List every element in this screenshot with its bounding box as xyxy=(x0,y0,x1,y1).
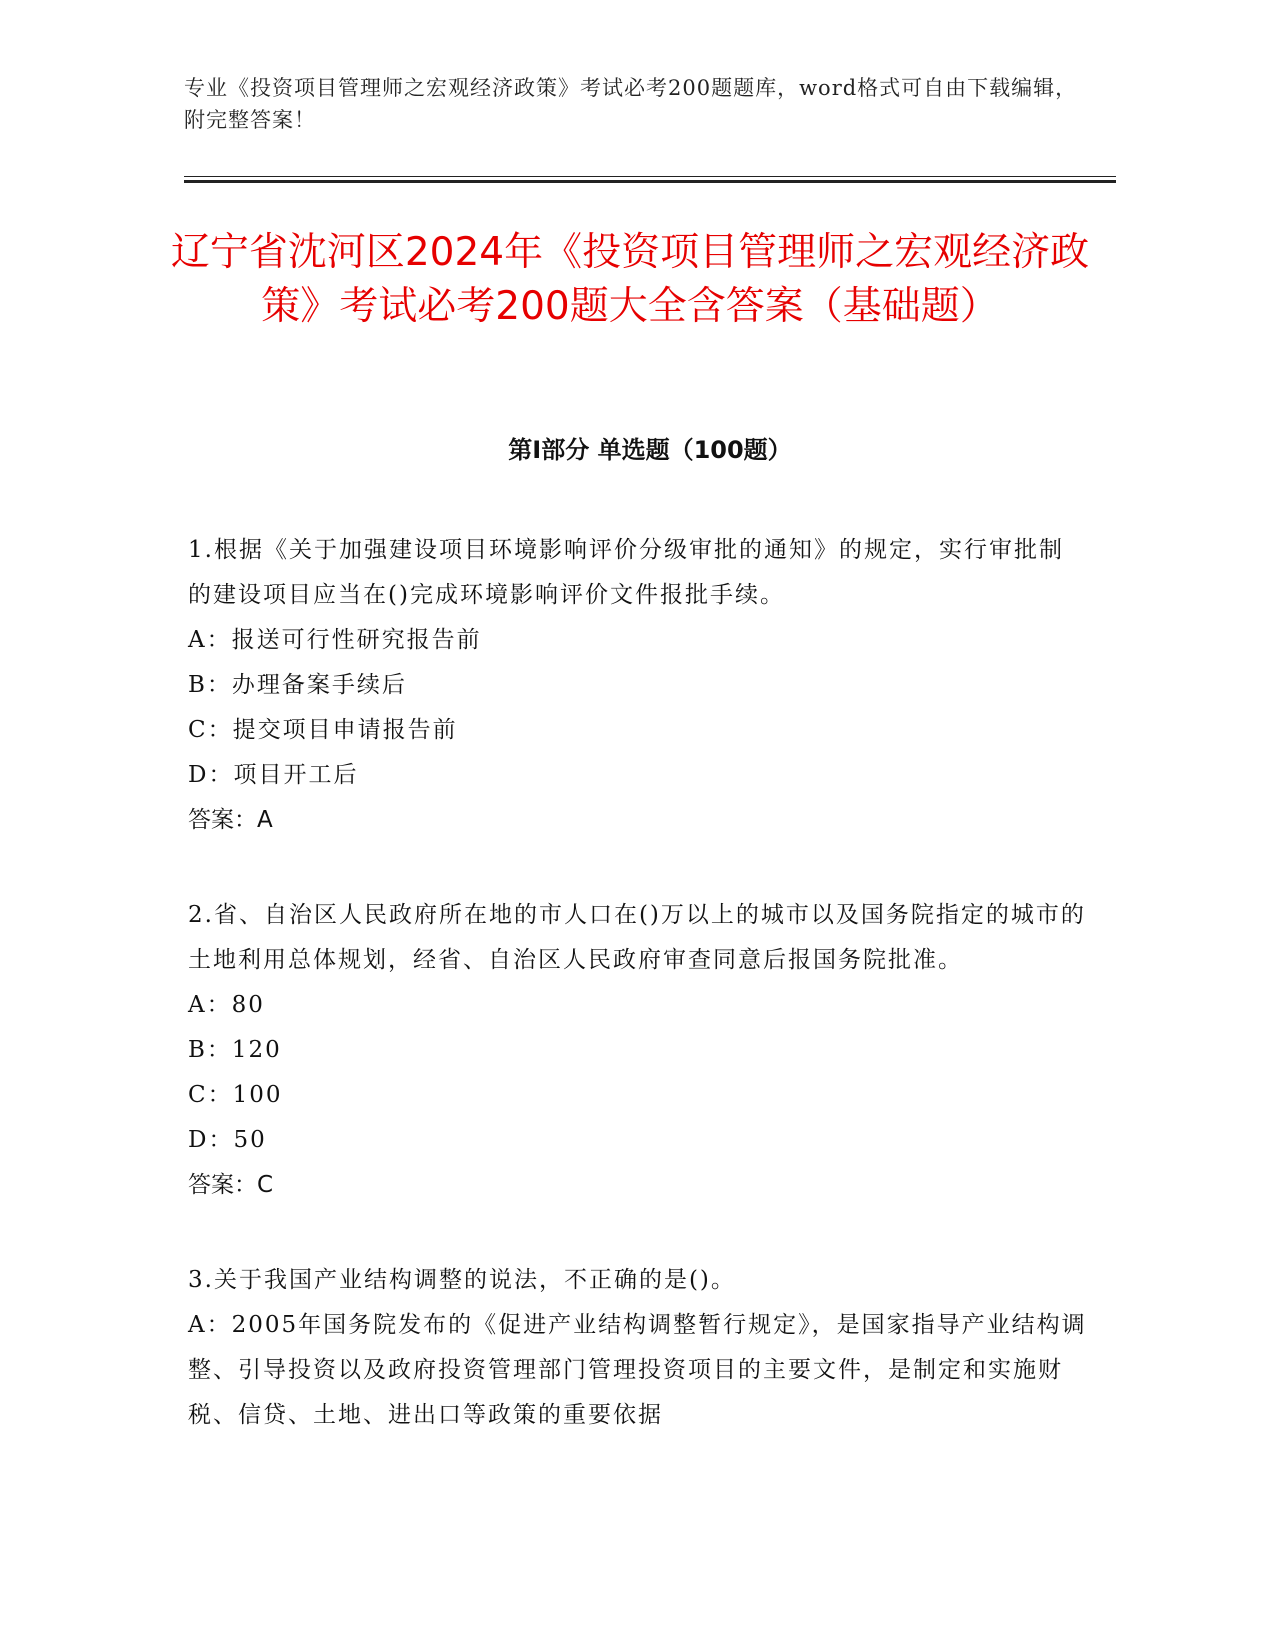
question-2 xyxy=(188,893,1088,1208)
question-list xyxy=(188,528,1088,1488)
document-title: 辽宁省沈河区2024年《投资项目管理师之宏观经济政策》考试必考200题大全含答案（基础题） xyxy=(170,230,1090,329)
section-heading: 第Ⅰ部分 单选题（100题） xyxy=(508,436,792,464)
header-divider-thin xyxy=(184,176,1116,177)
answer-line: 答案：A xyxy=(188,807,273,833)
option-b: B：120 xyxy=(188,1037,282,1063)
option-d: D：50 xyxy=(188,1127,267,1153)
option-c: C：提交项目申请报告前 xyxy=(188,717,458,743)
header-divider-thick xyxy=(184,180,1116,183)
question-3 xyxy=(188,1258,1088,1438)
option-a: A：2005年国务院发布的《促进产业结构调整暂行规定》，是国家指导产业结构调整、引导投资以及政府投资管理部门管理投资项目的主要文件，是制定和实施财税、信贷、土地、进出口等政策的重要依据 xyxy=(188,1312,1087,1428)
option-b: B：办理备案手续后 xyxy=(188,672,407,698)
option-a: A：80 xyxy=(188,992,265,1018)
option-d: D：项目开工后 xyxy=(188,762,359,788)
option-c: C：100 xyxy=(188,1082,283,1108)
header-note: 专业《投资项目管理师之宏观经济政策》考试必考200题题库，word格式可自由下载编辑，附完整答案！ xyxy=(184,76,1078,132)
answer-line: 答案：C xyxy=(188,1172,274,1198)
question-stem: 3.关于我国产业结构调整的说法，不正确的是()。 xyxy=(188,1267,736,1293)
question-stem: 1.根据《关于加强建设项目环境影响评价分级审批的通知》的规定，实行审批制的建设项目应当在()完成环境影响评价文件报批手续。 xyxy=(188,537,1064,608)
option-a: A：报送可行性研究报告前 xyxy=(188,627,482,653)
question-1 xyxy=(188,528,1088,843)
question-stem: 2.省、自治区人民政府所在地的市人口在()万以上的城市以及国务院指定的城市的土地利用总体规划，经省、自治区人民政府审查同意后报国务院批准。 xyxy=(188,902,1086,973)
